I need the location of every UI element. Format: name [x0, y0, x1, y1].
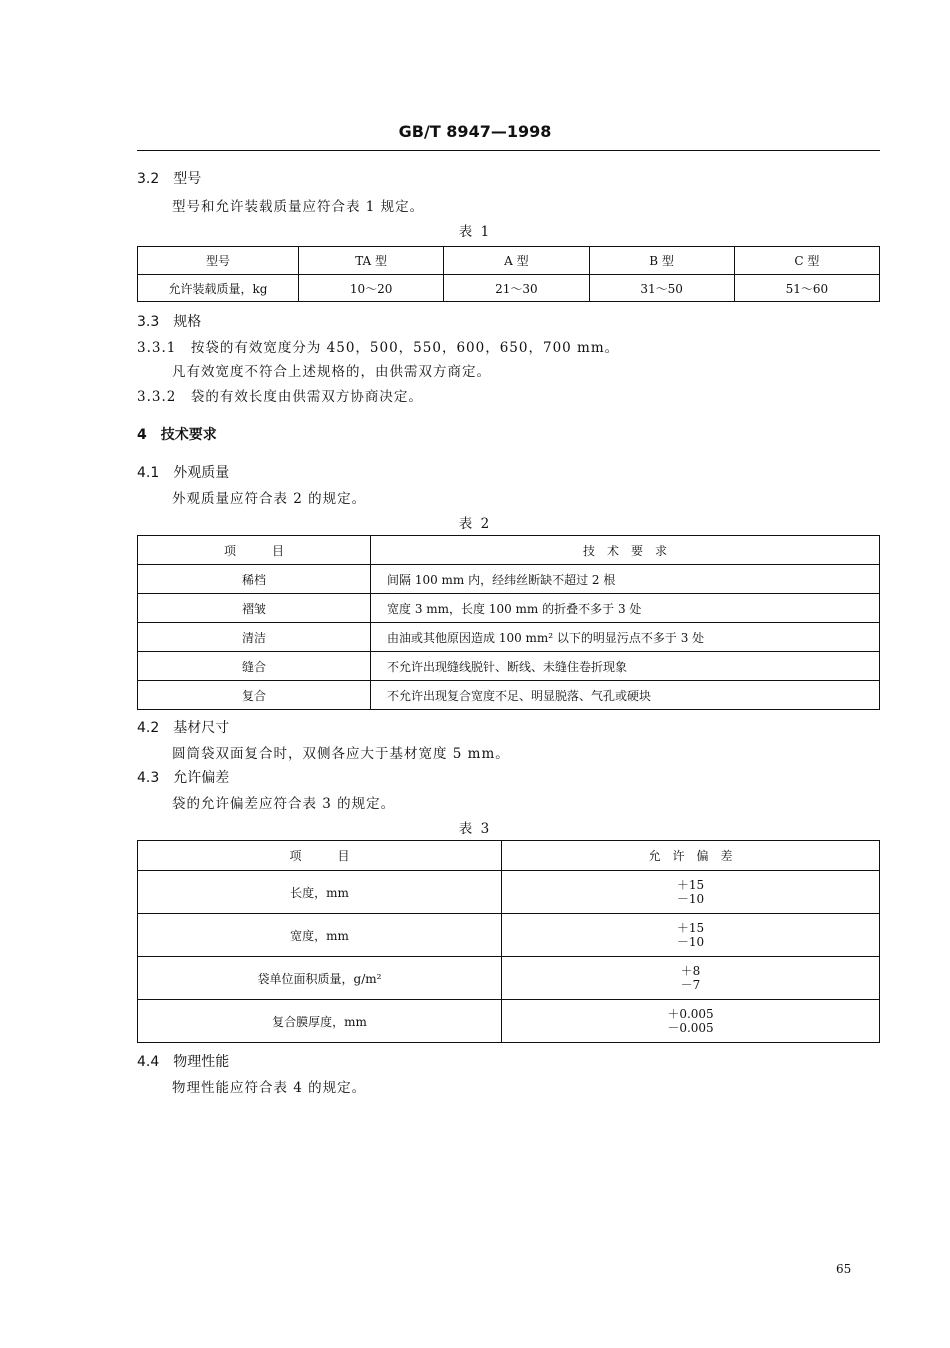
table3-row [138, 914, 880, 957]
deviation-upper: ＋15 [676, 878, 705, 892]
table1-cell: 10～20 [299, 275, 444, 302]
table2-row [138, 565, 880, 594]
table2-item-cell: 褶皱 [138, 594, 371, 623]
section-3-2-text: 型号和允许装载质量应符合表 1 规定。 [172, 199, 425, 215]
table2-item-cell: 清洁 [138, 623, 371, 652]
table2-requirement-cell: 间隔 100 mm 内，经纬丝断缺不超过 2 根 [371, 565, 880, 594]
section-4-4-text: 物理性能应符合表 4 的规定。 [172, 1080, 367, 1096]
table2 [137, 535, 880, 710]
deviation-upper: ＋0.005 [667, 1007, 714, 1021]
deviation-upper: ＋15 [676, 921, 705, 935]
table2-header-cell: 项 目 [138, 536, 371, 565]
table2-requirement-cell: 宽度 3 mm，长度 100 mm 的折叠不多于 3 处 [371, 594, 880, 623]
table3-row [138, 1000, 880, 1043]
section-4-heading: 4 技术要求 [137, 427, 217, 443]
table1 [137, 246, 880, 302]
table2-caption: 表 2 [458, 516, 492, 532]
table3-row [138, 957, 880, 1000]
section-4-2-text: 圆筒袋双面复合时，双侧各应大于基材宽度 5 mm。 [172, 746, 510, 762]
table1-cell: 31～50 [589, 275, 734, 302]
table3-item-cell: 复合膜厚度，mm [138, 1000, 502, 1043]
deviation-upper: ＋8 [680, 964, 701, 978]
table2-row [138, 681, 880, 710]
table3 [137, 840, 880, 1043]
deviation-lower: －7 [680, 978, 701, 992]
table1-cell: 型号 [138, 247, 299, 275]
table3-item-cell: 宽度，mm [138, 914, 502, 957]
header-rule [137, 150, 880, 151]
table3-deviation-cell [502, 871, 880, 914]
table1-header-row [138, 247, 880, 275]
table1-cell: B 型 [589, 247, 734, 275]
section-3-2-heading: 3.2 型号 [137, 171, 202, 187]
table1-cell: 21～30 [444, 275, 589, 302]
table1-row [138, 275, 880, 302]
table2-row [138, 623, 880, 652]
section-3-3-2-text: 3.3.2 袋的有效长度由供需双方协商决定。 [137, 389, 423, 405]
section-3-3-1-text: 3.3.1 按袋的有效宽度分为 450，500，550，600，650，700 mm。 [137, 340, 620, 356]
table2-row [138, 652, 880, 681]
table3-row [138, 871, 880, 914]
section-3-3-1-note: 凡有效宽度不符合上述规格的，由供需双方商定。 [172, 364, 491, 380]
section-3-3-heading: 3.3 规格 [137, 314, 202, 330]
table2-row [138, 594, 880, 623]
table3-deviation-cell [502, 957, 880, 1000]
deviation-lower: －10 [676, 892, 705, 906]
table3-caption: 表 3 [458, 821, 492, 837]
table2-header-row [138, 536, 880, 565]
table3-deviation-cell [502, 914, 880, 957]
table3-header-cell: 项 目 [138, 841, 502, 871]
table1-caption: 表 1 [458, 224, 492, 240]
page-header-standard-code: GB/T 8947—1998 [398, 122, 552, 141]
table3-deviation-cell [502, 1000, 880, 1043]
table3-header-row [138, 841, 880, 871]
table3-item-cell: 长度，mm [138, 871, 502, 914]
deviation-lower: －10 [676, 935, 705, 949]
section-4-4-heading: 4.4 物理性能 [137, 1054, 230, 1070]
section-4-3-heading: 4.3 允许偏差 [137, 770, 230, 786]
table1-cell: A 型 [444, 247, 589, 275]
section-4-3-text: 袋的允许偏差应符合表 3 的规定。 [172, 796, 396, 812]
table1-cell: 允许装载质量，kg [138, 275, 299, 302]
table2-requirement-cell: 不允许出现复合宽度不足、明显脱落、气孔或硬块 [371, 681, 880, 710]
deviation-lower: －0.005 [667, 1021, 714, 1035]
section-4-1-text: 外观质量应符合表 2 的规定。 [172, 491, 367, 507]
table2-item-cell: 缝合 [138, 652, 371, 681]
table2-item-cell: 稀档 [138, 565, 371, 594]
table1-cell: C 型 [734, 247, 879, 275]
page-number: 65 [836, 1262, 852, 1276]
table3-item-cell: 袋单位面积质量，g/m² [138, 957, 502, 1000]
table1-cell: TA 型 [299, 247, 444, 275]
table2-requirement-cell: 不允许出现缝线脱针、断线、未缝住卷折现象 [371, 652, 880, 681]
table1-cell: 51～60 [734, 275, 879, 302]
section-4-1-heading: 4.1 外观质量 [137, 465, 230, 481]
table2-requirement-cell: 由油或其他原因造成 100 mm² 以下的明显污点不多于 3 处 [371, 623, 880, 652]
table2-header-cell: 技 术 要 求 [371, 536, 880, 565]
section-4-2-heading: 4.2 基材尺寸 [137, 720, 230, 736]
table2-item-cell: 复合 [138, 681, 371, 710]
table3-header-cell: 允 许 偏 差 [502, 841, 880, 871]
